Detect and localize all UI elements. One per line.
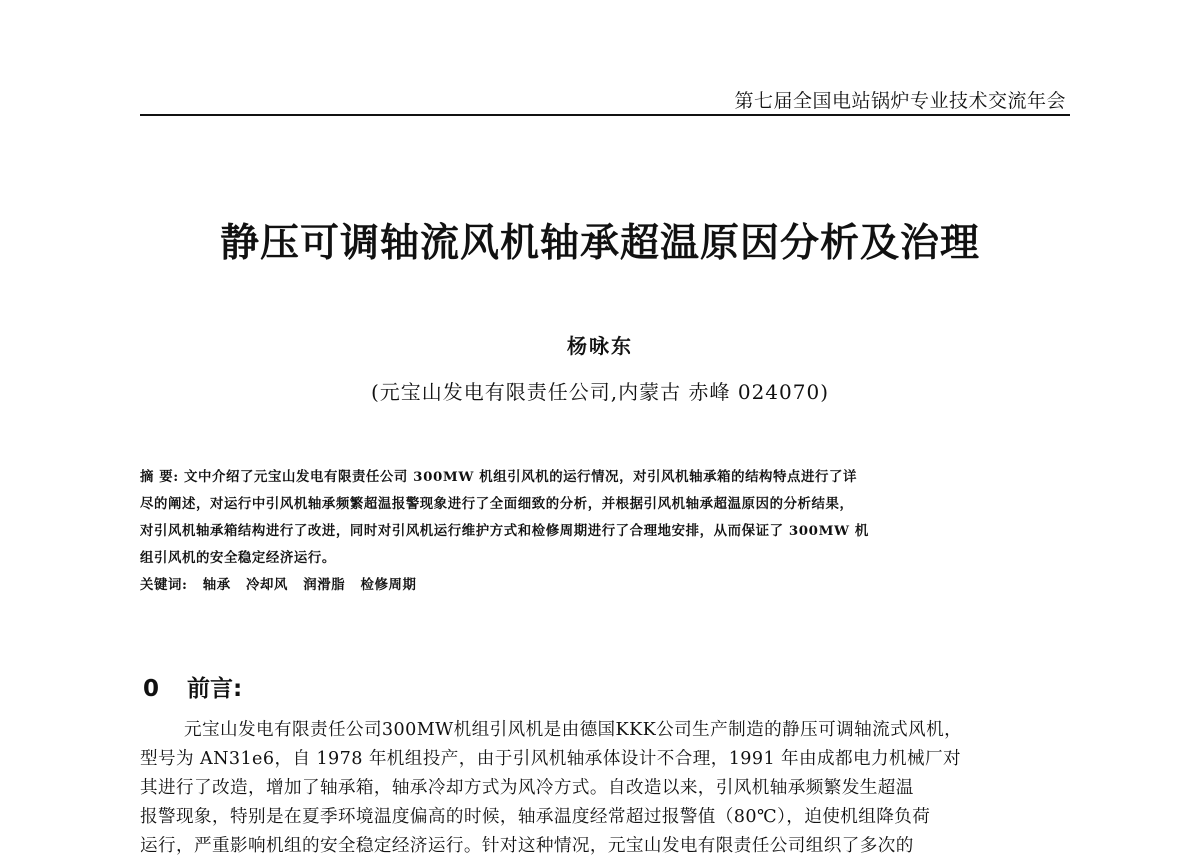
body-line: 型号为 AN31e6，自 1978 年机组投产，由于引风机轴承体设计不合理，1991 年由成都电力机械厂对 (140, 749, 961, 769)
author-name: 杨咏东 (567, 334, 633, 358)
section-number: 0 (143, 676, 160, 702)
abstract-text: 文中介绍了元宝山发电有限责任公司 300MW 机组引风机的运行情况，对引风机轴承箱的结构特点进行了详 (178, 469, 857, 485)
abstract-line: 组引风机的安全稳定经济运行。 (140, 550, 336, 566)
abstract-line: 尽的阐述，对运行中引风机轴承频繁超温报警现象进行了全面细致的分析，并根据引风机轴承超温原因的分析结果， (140, 496, 854, 512)
body-line: 运行，严重影响机组的安全稳定经济运行。针对这种情况，元宝山发电有限责任公司组织了多次的 (140, 836, 914, 856)
abstract-label: 摘 要: (140, 469, 179, 485)
keywords-label: 关键词: (140, 577, 188, 593)
body-paragraph (140, 716, 1070, 861)
keywords-list: 轴承 冷却风 润滑脂 检修周期 (202, 577, 417, 593)
keywords (140, 572, 1070, 599)
body-line: 其进行了改造，增加了轴承箱，轴承冷却方式为风冷方式。自改造以来，引风机轴承频繁发生超温 (140, 778, 914, 798)
abstract-line: 对引风机轴承箱结构进行了改进，同时对引风机运行维护方式和检修周期进行了合理地安排，从而保证了 300MW 机 (140, 523, 869, 539)
section-title: 前言: (187, 676, 243, 702)
abstract (140, 464, 1070, 599)
paper-title: 静压可调轴流风机轴承超温原因分析及治理 (219, 221, 980, 266)
conference-name: 第七届全国电站锅炉专业技术交流年会 (734, 90, 1066, 112)
running-header (140, 86, 1070, 116)
abstract-line (140, 464, 1070, 491)
section-heading (143, 670, 242, 703)
body-line: 元宝山发电有限责任公司300MW机组引风机是由德国KKK公司生产制造的静压可调轴流式风机， (184, 720, 963, 740)
body-line: 报警现象，特别是在夏季环境温度偏高的时候，轴承温度经常超过报警值（80℃），迫使机组降负荷 (140, 807, 931, 827)
author-affiliation: (元宝山发电有限责任公司,内蒙古 赤峰 024070) (370, 380, 830, 404)
